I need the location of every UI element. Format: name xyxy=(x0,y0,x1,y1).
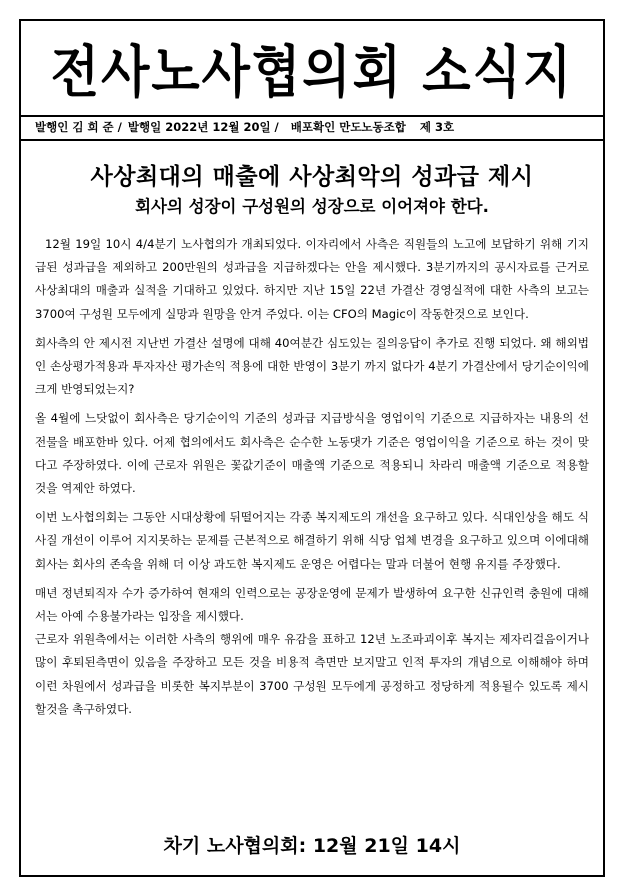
publisher-info: 발행인 김 희 준 / xyxy=(35,120,122,134)
publication-info-bar xyxy=(21,115,603,141)
article-paragraph: 회사측의 안 제시전 지난번 가결산 설명에 대해 40여분간 심도있는 질의응답이 추가로 진행 되었다. 왜 해외법인 손상평가적용과 투자자산 평가손익 적용에 대한 반영이 3분기 까지 없다가 4분기 가결산에서 당기순이익에 크게 반영되었는지? xyxy=(35,335,589,397)
article-headline: 사상최대의 매출에 사상최악의 성과급 제시 xyxy=(90,164,534,190)
article-paragraph: 매년 정년퇴직자 수가 증가하여 현재의 인력으로는 공장운영에 문제가 발생하여 요구한 신규인력 충원에 대해서는 아예 수용불가라는 입장을 제시했다. xyxy=(35,585,589,624)
article-paragraph: 12월 19일 10시 4/4분기 노사협의가 개최되었다. 이자리에서 사측은 직원들의 노고에 보답하기 위해 기지급된 성과급을 제외하고 200만원의 성과급을 지급하겠다는 안을 제시했다. 3분기까지의 공시자료를 근거로 사상최대의 매출과 실적을 기대하고 있었다. 하지만 지난 15일 22년 가결산 경영실적에 대한 사측의 보고는 3700여 구성원 모두에게 실망과 원망을 안겨 주었다. 이는 CFO의 Magic이 작동한것으로 보인다. xyxy=(35,237,589,321)
issue-number: 제 3호 xyxy=(419,120,455,134)
publish-date: 발행일 2022년 12월 20일 / xyxy=(127,120,279,134)
next-meeting-notice: 차기 노사협의회: 12월 21일 14시 xyxy=(163,835,461,857)
masthead xyxy=(21,21,603,117)
article-paragraph: 올 4월에 느닷없이 회사측은 당기순이익 기준의 성과급 지급방식을 영업이익 기준으로 지급하자는 내용의 선전물을 배포한바 있다. 어제 협의에서도 회사측은 순수한 노동댓가 기준은 영업이익을 기준으로 하는 것이 맞다고 주장하였다. 이에 근로자 위원은 꽃값기준이 매출액 기준으로 적용되니 차라리 매출액 기준으로 적용할 것을 역제안 하였다. xyxy=(35,411,589,496)
article-subheadline: 회사의 성장이 구성원의 성장으로 이어져야 한다. xyxy=(135,197,489,216)
article-paragraph: 이번 노사협의회는 그동안 시대상황에 뒤떨어지는 각종 복지제도의 개선을 요구하고 있다. 식대인상을 해도 식사질 개선이 이루어 지지못하는 문제를 근본적으로 해결하기 위해 식당 업체 변경을 요구하고 있으며 이에대해 회사는 회사의 존속을 위해 더 이상 과도한 복지제도 운영은 어렵다는 말과 더불어 현행 유지를 주장했다. xyxy=(35,510,589,571)
newsletter-page xyxy=(19,19,605,877)
distribution-info: 배포확인 만도노동조합 xyxy=(290,120,406,134)
article-paragraph: 근로자 위원측에서는 이러한 사측의 행위에 매우 유감을 표하고 12년 노조파괴이후 복지는 제자리걸음이거나 많이 후퇴된측면이 있음을 주장하고 모든 것을 비용적 측면만 보지말고 인적 투자의 개념으로 이해해야 하며 이런 차원에서 성과급을 비롯한 복지부분이 3700 구성원 모두에게 공정하고 정당하게 적용될수 있도록 제시할것을 촉구하였다. xyxy=(35,632,589,716)
newsletter-title: 전사노사협의회 소식지 xyxy=(50,40,574,105)
article-body xyxy=(35,233,589,727)
